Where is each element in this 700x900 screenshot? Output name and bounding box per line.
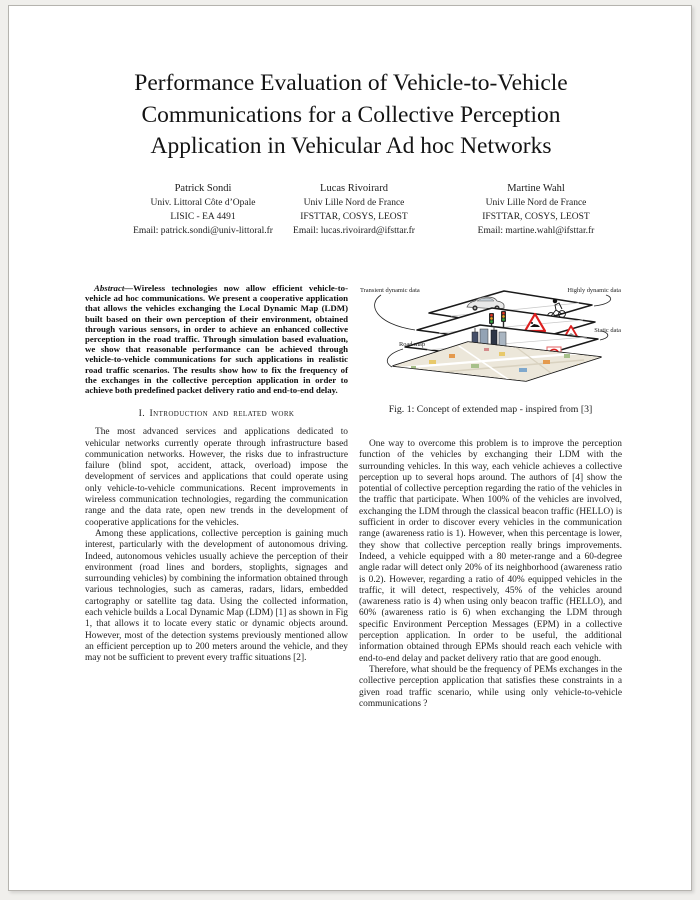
abstract: [85, 283, 348, 395]
label-static-data: Static data: [594, 327, 621, 334]
title-line-3: Application in Vehicular Ad hoc Networks: [150, 133, 552, 159]
title-line-2: Communications for a Collective Perception: [141, 101, 561, 128]
connector-highly: [594, 295, 611, 306]
author-affiliation: Univ Lille Nord de France: [303, 198, 405, 208]
author-affiliation: Univ Lille Nord de France: [485, 198, 587, 208]
author-affiliation: IFSTTAR, COSYS, LEOST: [482, 212, 590, 222]
author-affiliation: Univ. Littoral Côte d’Opale: [150, 198, 256, 208]
connector-transient: [375, 295, 415, 330]
title-line-1: Performance Evaluation of Vehicle-to-Vehicle: [134, 70, 568, 96]
label-road-map: Road map: [399, 341, 426, 348]
right-column: [359, 280, 622, 710]
author-email: Email: patrick.sondi@univ-littoral.fr: [133, 226, 273, 236]
intro-paragraph-2: Among these applications, collective perception is gaining much interest, particularly with the development of autonomous driving. Indeed, autonomous vehicles usually achieve the perception of their environment (road lines and borders, stoplights, signages and surrounding vehicles) by combining the information obtained through various technologies, such as cameras, radars, lidars, embedded cartography or satellite tag data. Using the collected information, each vehicle builds a Local Dynamic Map (LDM) [1] as shown in Fig 1, that allows it to locate every static or dynamic objects around. However, most of the detection systems previously mentioned allow an efficient perception up to 200 meters around the vehicle, and they may not be sufficient to prevent every traffic situations [2].: [85, 528, 348, 664]
label-highly-dynamic-data: Highly dynamic data: [567, 287, 621, 294]
author-email: Email: martine.wahl@ifsttar.fr: [477, 226, 595, 236]
author-name: Patrick Sondi: [174, 183, 232, 194]
intro-paragraph-1: The most advanced services and applications dedicated to vehicular networks currently operate through infrastructure based communication networks. However, the risks due to infrastructure failure (blind spot, accident, attack, overload) impose the development of services and applications that could operate using only vehicle-to-vehicle communications. Recent improvements in wireless communication technologies, regarding the communication range and the data rate, open new trends in the development of cooperative applications for the vehicles.: [85, 427, 348, 528]
figure-caption: Fig. 1: Concept of extended map - inspired from [3]: [388, 404, 593, 415]
author-email: Email: lucas.rivoirard@ifsttar.fr: [293, 226, 415, 236]
label-transient-dynamic-data: Transient dynamic data: [360, 287, 420, 294]
body-paragraph-4: Therefore, what should be the frequency of PEMs exchanges in the collective perception application that satisfies these constraints in a given road traffic scenario, while using only vehicle-to-vehicle communications ?: [359, 664, 622, 709]
paper-page: [8, 5, 692, 891]
extended-map-diagram: [359, 280, 622, 394]
author-name: Martine Wahl: [507, 183, 565, 194]
abstract-label: Abstract—: [94, 283, 134, 293]
author-affiliation: IFSTTAR, COSYS, LEOST: [300, 212, 408, 222]
author-affiliation: LISIC - EA 4491: [170, 212, 236, 222]
figure-1: [359, 280, 622, 415]
author-name: Lucas Rivoirard: [320, 183, 388, 194]
author-martine-wahl: [416, 182, 656, 238]
left-column: [85, 283, 348, 664]
body-paragraph-3: One way to overcome this problem is to improve the perception function of the vehicles by exchanging their LDM with the surrounding vehicles. In this way, each vehicle achieves a collective perception up to several hops around. The authors of [4] show the potential of collective perception regarding the ratio of the vehicles in the traffic that participate. When 100% of the vehicles are involved, exchanging the LDM through the classical beacon traffic (HELLO) is sufficient in order to discover every vehicles in the communication range (awareness ratio is 1). However, when this percentage is lower, they show that collective perception really brings improvements. Indeed, a vehicle equipped with a 80 meter-range and a 60-degree angle radar will detect only 20% of its neighborhood (awareness ratio is 0.2). However, regarding a ratio of 40% equipped vehicles in the traffic, it will detect, respectively, 45% of the vehicles around (awareness ratio is 4) when using only beacon traffic (HELLO), and 60% (awareness ratio is 6) when exchanging the LDM through specific Environment Perception Messages (EPM) in a collective perception application. In order to be useful, the additional information obtained through EPMs should reach each vehicle with end-to-end delay and packet delivery ratio that are good enough.: [359, 439, 622, 664]
paper-title: [49, 68, 653, 163]
section-heading-introduction: I. Introduction and related work: [138, 408, 295, 420]
abstract-text: Wireless technologies now allow efficient vehicle-to-vehicle ad hoc communications. We present a cooperative application that allows the vehicles exchanging the Local Dynamic Map (LDM) built based on their own perception of their environment, obtained through various sensors, in order to achieve an enhanced collective perception in the road traffic. Through simulation based evaluation, we show that reasonable performance can be achieved through vehicle-to-vehicle communications for such applications in realistic road traffic scenarios. The results show how to fix the frequency of the exchanges in the collective perception application in order to achieve both predefined packet delivery ratio and end-to-end delay.: [85, 283, 348, 396]
